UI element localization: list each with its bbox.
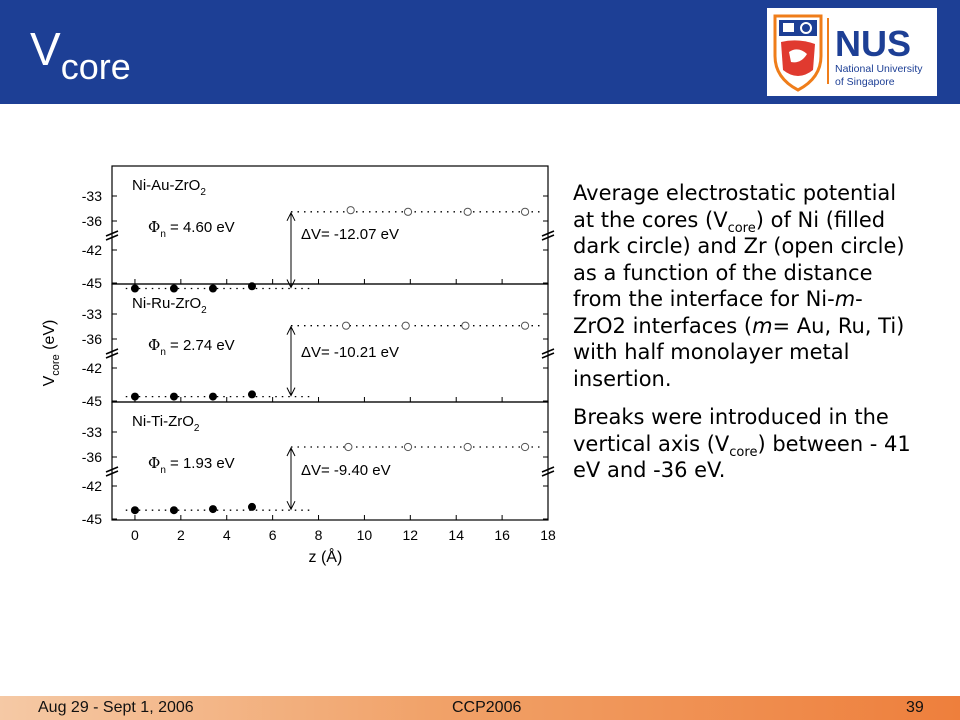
zr-point xyxy=(402,322,409,329)
phi-label: $\Phi_n = 2.74$ eV xyxy=(148,336,235,358)
y-tick-label: -36 xyxy=(81,213,102,229)
y-tick-label: -45 xyxy=(81,511,102,527)
x-axis-label: z (Å) xyxy=(308,549,343,566)
y-tick-label: -33 xyxy=(81,188,102,204)
zr-point xyxy=(345,443,352,450)
logo-line2: of Singapore xyxy=(835,76,895,88)
zr-point xyxy=(347,207,354,214)
description-paragraph-1: Average electrostatic potential at the cores $(V_{core})$ of Ni (filled dark circle) and Zr (open circle) as a function of the distance from the interface for Ni-m-ZrO2 interfaces (m= Au, Ru, Ti) with half monolayer metal insertion. xyxy=(573,181,905,391)
ni-point xyxy=(131,393,139,401)
description-paragraph-2: Breaks were introduced in the vertical axis $(V_{core})$ between - 41 eV and -36 eV. xyxy=(573,405,911,482)
y-tick-label: -42 xyxy=(81,242,102,258)
y-tick-label: -42 xyxy=(81,478,102,494)
ni-point xyxy=(170,393,178,401)
zr-point xyxy=(462,322,469,329)
zr-point xyxy=(464,208,471,215)
vcore-chart-svg xyxy=(30,156,560,626)
y-tick-label: -33 xyxy=(81,424,102,440)
ni-point xyxy=(131,506,139,514)
title-subscript: core xyxy=(60,46,131,87)
x-tick-label: 6 xyxy=(268,527,277,543)
y-tick-label: -36 xyxy=(81,331,102,347)
x-tick-label: 8 xyxy=(314,527,323,543)
footer-conference: CCP2006 xyxy=(452,699,522,716)
ni-point xyxy=(170,285,178,293)
x-tick-label: 10 xyxy=(356,527,373,543)
x-tick-label: 14 xyxy=(448,527,464,543)
slide-title xyxy=(30,23,131,87)
footer-page-number: 39 xyxy=(906,699,924,716)
ni-point xyxy=(209,393,217,401)
y-tick-label: -42 xyxy=(81,360,102,376)
x-tick-label: 12 xyxy=(402,527,419,543)
ni-point xyxy=(248,390,256,398)
zr-point xyxy=(404,443,411,450)
panel-label: Ni-Au-ZrO$_2$ xyxy=(132,177,206,198)
panel-label: Ni-Ru-ZrO$_2$ xyxy=(132,295,207,316)
zr-point xyxy=(404,208,411,215)
slide-footer xyxy=(0,696,960,720)
x-tick-label: 4 xyxy=(222,527,231,543)
phi-label: $\Phi_n = 1.93$ eV xyxy=(148,454,235,476)
zr-point xyxy=(521,208,528,215)
delta-v-label: ΔV= -12.07 eV xyxy=(300,226,399,243)
y-tick-label: -33 xyxy=(81,306,102,322)
ni-point xyxy=(248,503,256,511)
description-text xyxy=(573,180,913,496)
y-tick-label: -45 xyxy=(81,393,102,409)
vcore-chart xyxy=(30,156,560,631)
x-tick-label: 0 xyxy=(131,527,139,543)
zr-point xyxy=(342,322,349,329)
nus-logo xyxy=(767,8,937,96)
zr-point xyxy=(464,443,471,450)
ni-point xyxy=(170,506,178,514)
delta-v-label: ΔV= -9.40 eV xyxy=(300,462,391,479)
ni-point xyxy=(131,285,139,293)
panel-label: Ni-Ti-ZrO$_2$ xyxy=(132,413,200,434)
zr-point xyxy=(521,322,528,329)
title-main: V xyxy=(30,23,61,75)
ni-point xyxy=(209,505,217,513)
y-axis-label: $V_{core}$ (eV) xyxy=(41,319,62,387)
phi-label: $\Phi_n = 4.60$ eV xyxy=(148,218,235,240)
logo-line1: National University xyxy=(835,63,923,75)
ni-point xyxy=(209,285,217,293)
nus-crest-icon xyxy=(767,8,937,96)
x-tick-label: 16 xyxy=(494,527,510,543)
delta-v-label: ΔV= -10.21 eV xyxy=(300,344,399,361)
slide-header xyxy=(0,0,960,104)
footer-date: Aug 29 - Sept 1, 2006 xyxy=(38,699,194,716)
x-tick-label: 18 xyxy=(540,527,556,543)
x-tick-label: 2 xyxy=(176,527,185,543)
y-tick-label: -36 xyxy=(81,449,102,465)
zr-point xyxy=(521,443,528,450)
y-tick-label: -45 xyxy=(81,275,102,291)
logo-text: NUS xyxy=(835,23,912,64)
